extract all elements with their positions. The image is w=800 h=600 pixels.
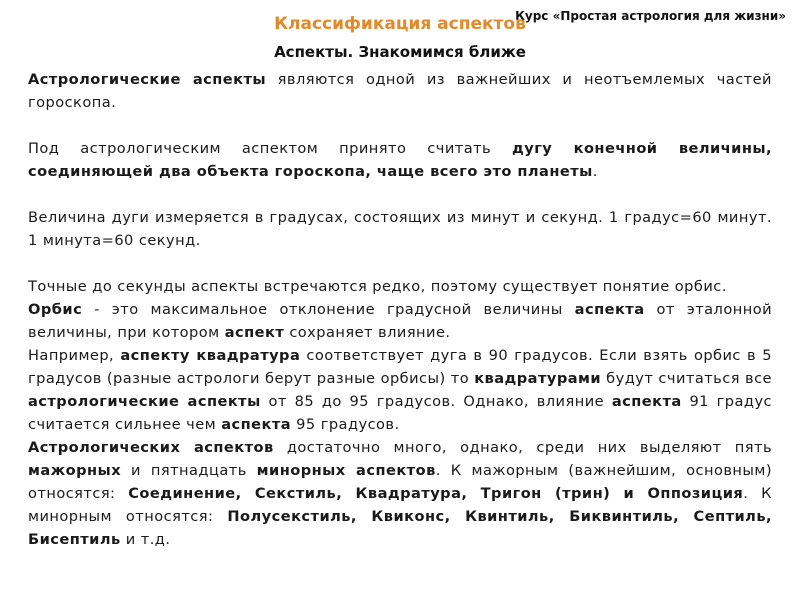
- text-run: - это максимальное отклонение градусной величины: [82, 301, 575, 318]
- body-text: [28, 68, 772, 551]
- bold-text: аспекта: [611, 393, 682, 410]
- text-run: .: [592, 163, 598, 180]
- page-subtitle: Аспекты. Знакомимся ближе: [274, 43, 526, 61]
- bold-text: минорных аспектов: [256, 462, 436, 479]
- text-run: Например,: [28, 347, 121, 364]
- text-run: . К минорным относятся:: [28, 485, 772, 525]
- bold-text: мажорных: [28, 462, 122, 479]
- page-title: Классификация аспектов: [274, 14, 526, 34]
- text-run: Величина дуги измеряется в градусах, состоящих из минут и секунд. 1 градус=60 минут. 1 минута=60 секунд.: [28, 209, 772, 249]
- text-run: являются одной из важнейших и неотъемлемых частей гороскопа.: [28, 71, 772, 111]
- text-run: и пятнадцать: [121, 462, 257, 479]
- text-run: Точные до секунды аспекты встречаются редко, поэтому существует понятие орбис.: [28, 278, 727, 295]
- text-run: 95 градусов.: [291, 416, 400, 433]
- bold-text: Астрологические аспекты: [28, 71, 267, 88]
- bold-text: Астрологических аспектов: [28, 439, 274, 456]
- paragraph: [28, 436, 772, 551]
- bold-text: аспекта: [574, 301, 645, 318]
- text-run: от 85 до 95 градусов. Однако, влияние: [260, 393, 612, 410]
- bold-text: астрологические аспекты: [28, 393, 261, 410]
- text-run: и т.д.: [120, 531, 171, 548]
- paragraph: [28, 68, 772, 114]
- bold-text: Орбис: [28, 301, 83, 318]
- paragraph: [28, 206, 772, 252]
- paragraph: [28, 298, 772, 344]
- text-run: 91 градус считается сильнее чем: [28, 393, 773, 433]
- bold-text: аспекта: [221, 416, 292, 433]
- course-label: Курс «Простая астрология для жизни»: [515, 9, 786, 23]
- paragraph: [28, 275, 772, 298]
- bold-text: аспекту квадратура: [120, 347, 301, 364]
- bold-text: Полусекстиль, Квиконс, Квинтиль, Биквинтиль, Септиль, Бисептиль: [28, 508, 772, 548]
- text-run: Под астрологическим аспектом принято считать: [28, 140, 513, 157]
- text-run: соответствует дуга в 90 градусов. Если взять орбис в 5 градусов (разные астрологи берут разные орбисы) то: [28, 347, 772, 387]
- bold-text: аспект: [224, 324, 285, 341]
- paragraph: [28, 137, 772, 183]
- paragraph: [28, 344, 772, 436]
- text-run: сохраняет влияние.: [284, 324, 451, 341]
- bold-text: Соединение, Секстиль, Квадратура, Тригон (трин) и Оппозиция: [128, 485, 744, 502]
- text-run: будут считаться все: [601, 370, 772, 387]
- text-run: достаточно много, однако, среди них выделяют пять: [273, 439, 773, 456]
- bold-text: дугу конечной величины, соединяющей два объекта гороскопа, чаще всего это планеты: [28, 140, 772, 180]
- text-run: от эталонной величины, при котором: [28, 301, 773, 341]
- bold-text: квадратурами: [474, 370, 602, 387]
- text-run: . К мажорным (важнейшим, основным) относятся:: [28, 462, 772, 502]
